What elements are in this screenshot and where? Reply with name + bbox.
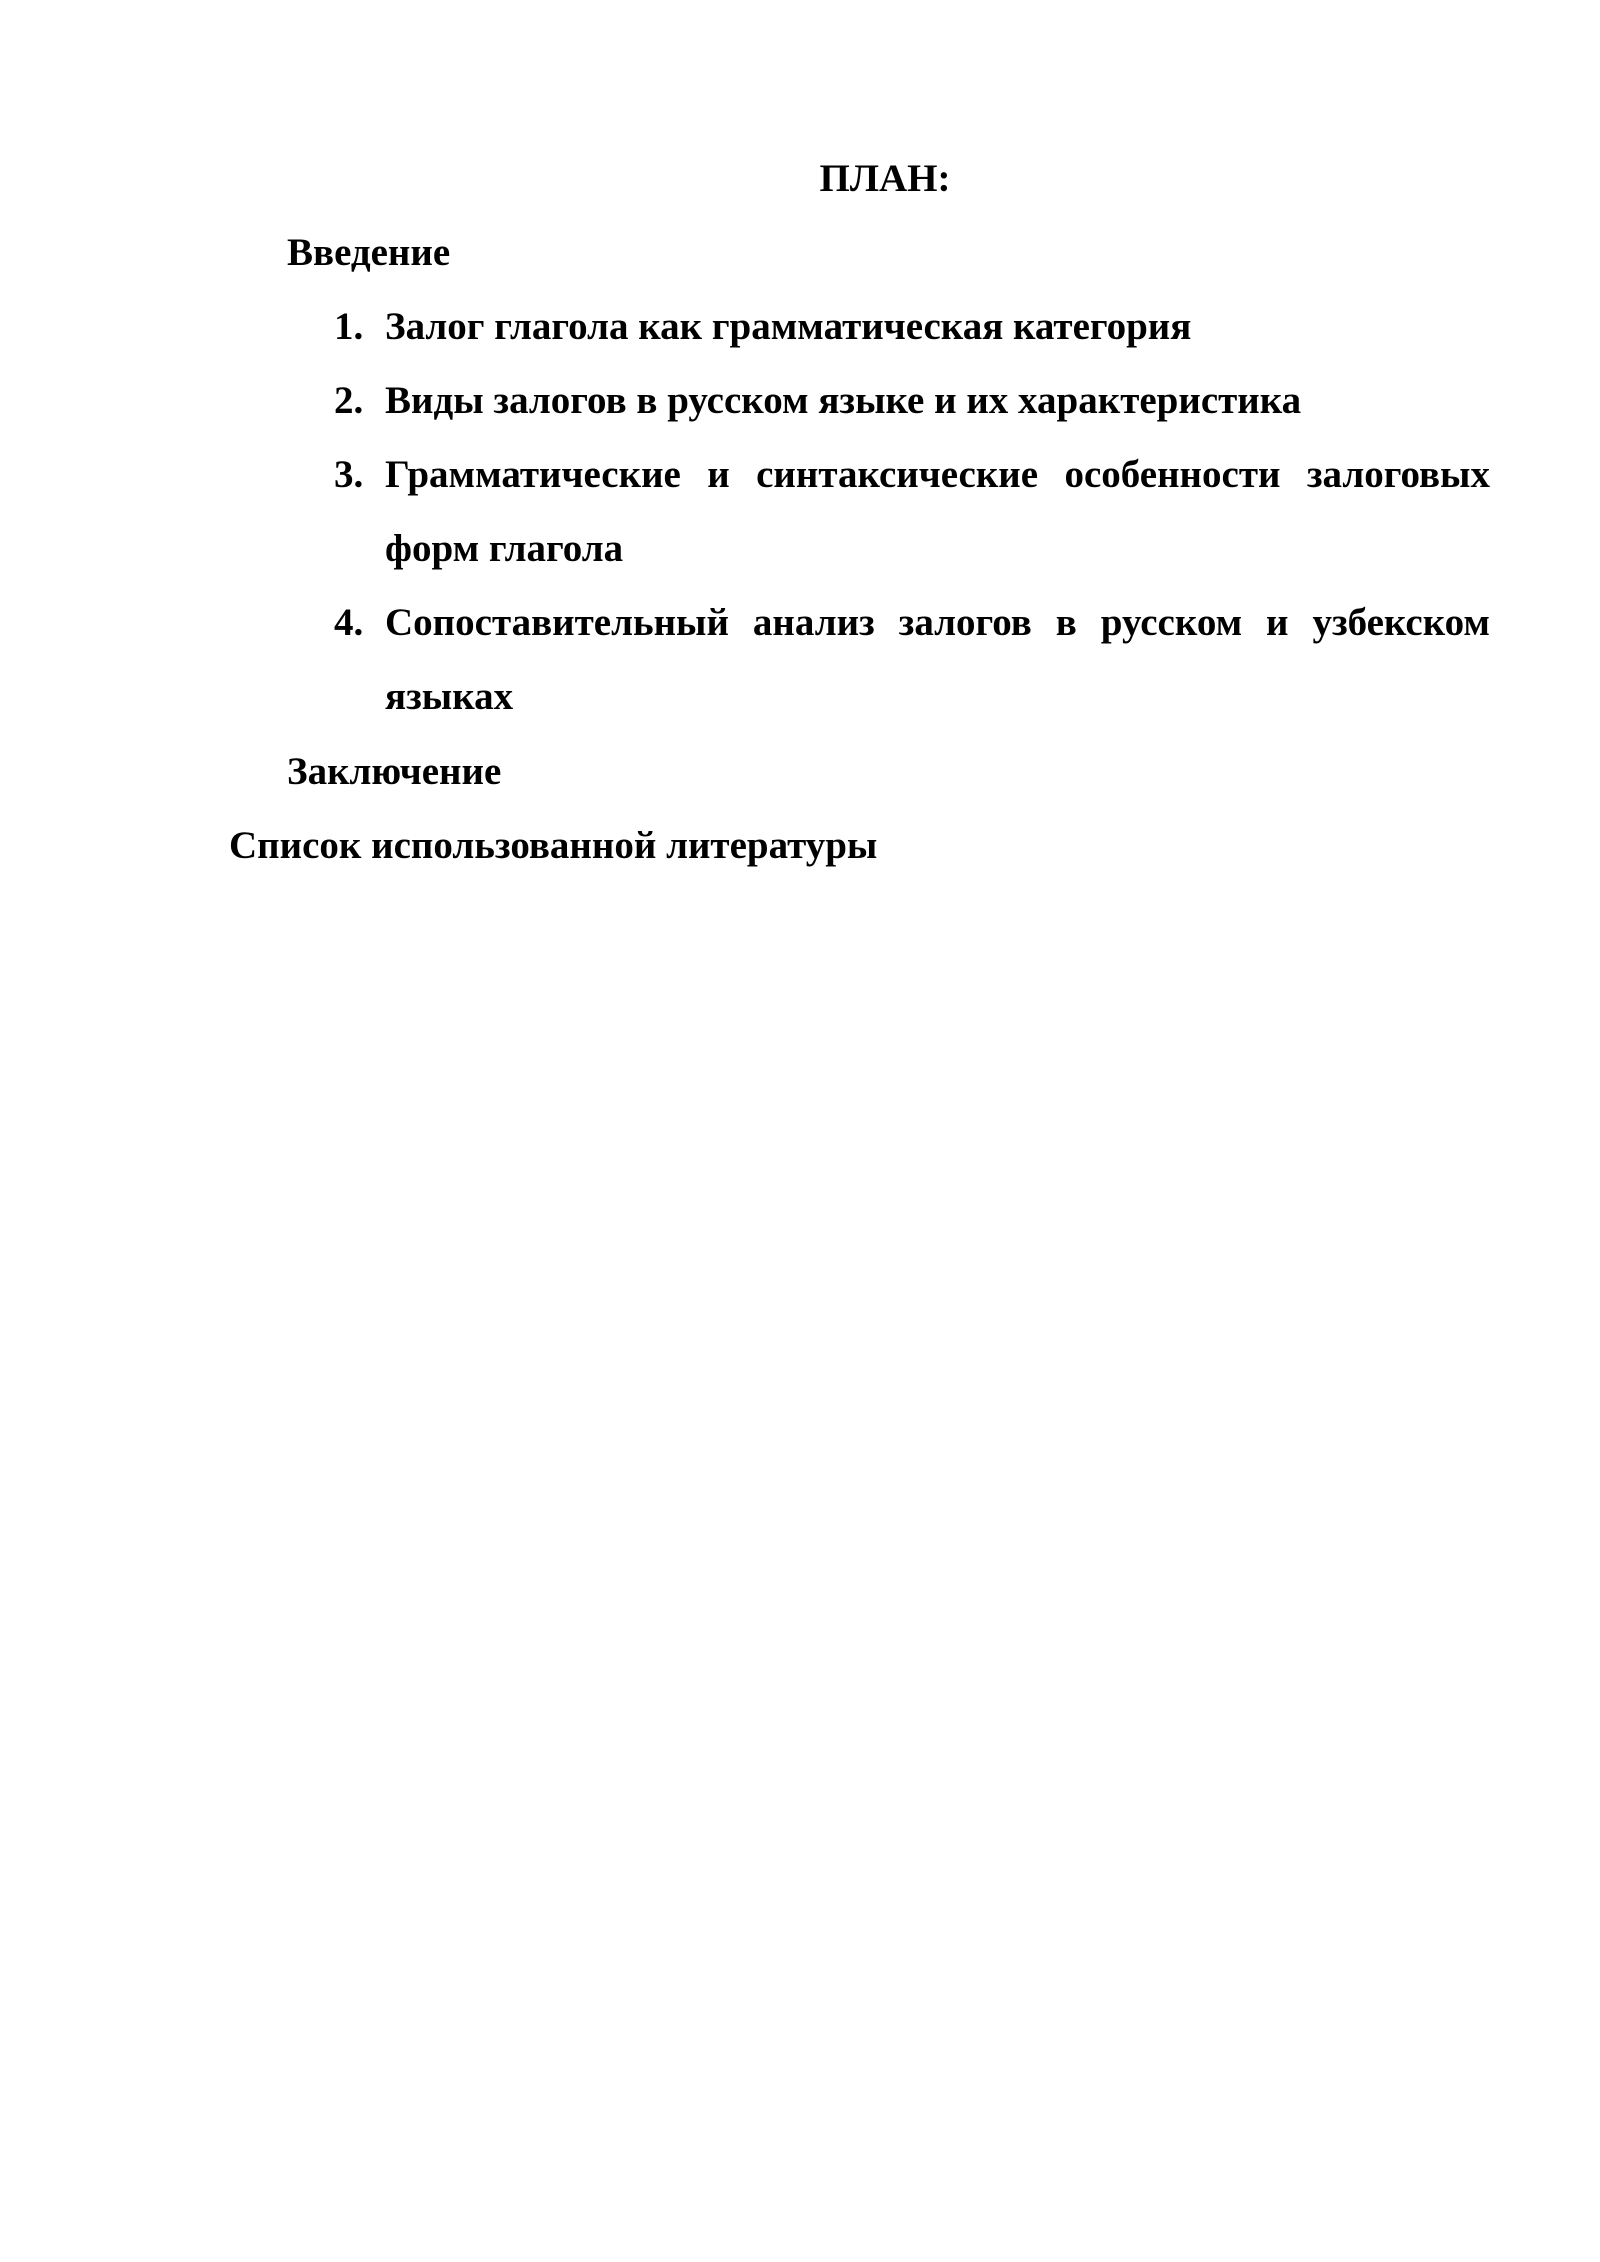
toc-item-number: 2. (334, 379, 364, 422)
toc-item (330, 364, 1490, 438)
toc-item-label: Залог глагола как грамматическая категория (385, 305, 1192, 348)
toc-item-label: Сопоставительный анализ залогов в русском и узбекском языках (385, 601, 1490, 718)
toc-entry-references: Список использованной литературы (229, 824, 878, 867)
toc-entry-conclusion: Заключение (287, 750, 502, 793)
toc-item-number: 1. (334, 305, 364, 348)
toc-item (330, 438, 1490, 586)
toc-item-label: Грамматические и синтаксические особенности залоговых форм глагола (385, 453, 1490, 570)
toc-item-label: Виды залогов в русском языке и их характеристика (385, 379, 1302, 422)
toc-entry-introduction: Введение (287, 231, 451, 274)
toc-item-number: 4. (334, 601, 364, 644)
page-title: ПЛАН: (819, 157, 951, 200)
toc-item-number: 3. (334, 453, 364, 496)
toc-item (330, 586, 1490, 734)
toc-numbered-list (330, 290, 1490, 734)
toc-item (330, 290, 1490, 364)
